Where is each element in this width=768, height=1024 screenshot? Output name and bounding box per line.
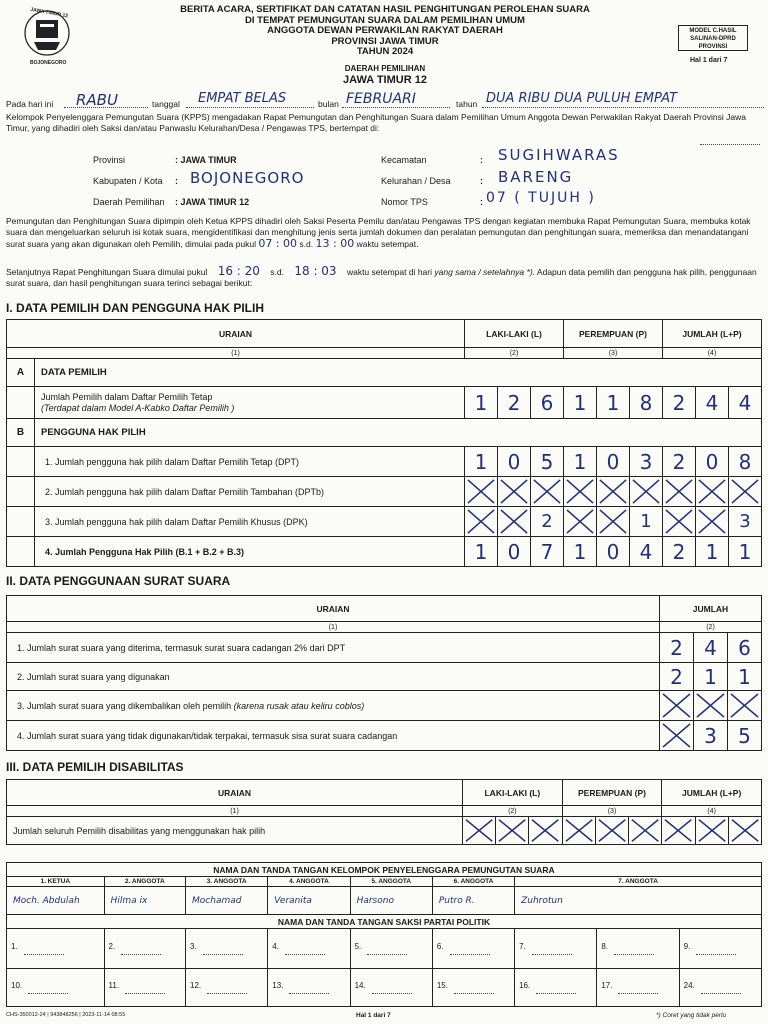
cross-mark-icon <box>597 507 629 536</box>
cross-mark-icon <box>498 507 530 536</box>
digit-cell: 3 <box>729 507 762 537</box>
crossed-cell <box>728 817 761 845</box>
digit-cell: 1 <box>728 663 762 691</box>
cross-mark-icon <box>696 507 728 536</box>
crossed-cell <box>562 817 595 845</box>
saksi-cell <box>350 929 432 969</box>
signature-name: Veranita <box>268 887 350 915</box>
digit-cell: 4 <box>696 387 729 419</box>
s1-h-perempuan: PEREMPUAN (P) <box>564 320 663 348</box>
counting-sd: s.d. <box>270 267 284 277</box>
digit-cell: 6 <box>728 633 762 663</box>
logo-text-bottom: BOJONEGORO <box>30 60 67 66</box>
saksi-cell <box>432 929 514 969</box>
digit-cell: 0 <box>498 447 531 477</box>
digit-cell: 7 <box>531 537 564 567</box>
s3-h-uraian: URAIAN <box>7 780 463 806</box>
counting-start: 16 : 20 <box>217 264 260 278</box>
saksi-number: 5. <box>354 942 362 951</box>
s1-b-code: B <box>7 419 35 447</box>
digit-cell: 0 <box>498 537 531 567</box>
saksi-dotline <box>454 993 494 994</box>
signature-table <box>6 862 762 1007</box>
crossed-cell <box>498 477 531 507</box>
title-line: DI TEMPAT PEMUNGUTAN SUARA DALAM PEMILIHAN UMUM <box>245 14 525 26</box>
title-line: BERITA ACARA, SERTIFIKAT DAN CATATAN HASIL PENGHITUNGAN PEROLEHAN SUARA <box>180 4 590 15</box>
digit-cell: 1 <box>564 537 597 567</box>
saksi-cell <box>350 969 432 1007</box>
crossed-cell <box>595 817 628 845</box>
title-line: ANGGOTA DEWAN PERWAKILAN RAKYAT DAERAH <box>267 25 503 36</box>
counting-italic: yang sama / setelahnya *). <box>434 267 536 277</box>
s1-b-title: PENGGUNA HAK PILIH <box>35 419 762 447</box>
table-row <box>7 817 762 845</box>
cross-mark-icon <box>660 691 693 720</box>
digit-cell: 1 <box>729 537 762 567</box>
section2-table <box>6 595 762 751</box>
table-row <box>7 507 762 537</box>
procedure-tail: waktu setempat. <box>356 239 419 249</box>
digit-cell: 3 <box>694 721 728 751</box>
crossed-cell <box>531 477 564 507</box>
digit-cell: 2 <box>660 633 694 663</box>
model-box <box>678 25 748 51</box>
cross-mark-icon <box>729 817 761 844</box>
saksi-number: 6. <box>436 942 444 951</box>
digit-cell: 1 <box>564 447 597 477</box>
crossed-cell <box>663 477 696 507</box>
signature-name: Mochamad <box>186 887 268 915</box>
signature-role: 1. KETUA <box>7 877 105 887</box>
crossed-cell <box>694 691 728 721</box>
section3-table <box>6 779 762 845</box>
cross-mark-icon <box>564 507 596 536</box>
crossed-cell <box>729 477 762 507</box>
saksi-dotline <box>207 993 247 994</box>
saksi-number: 12. <box>190 981 202 990</box>
s2-row-label <box>7 721 660 751</box>
cross-mark-icon <box>465 507 497 536</box>
digit-cell: 1 <box>696 537 729 567</box>
tanggal-underline <box>186 107 314 108</box>
procedure-end: 13 : 00 <box>315 237 355 250</box>
s1-n3: (3) <box>564 348 663 359</box>
kelurahan-label: Kelurahan / Desa <box>381 176 451 186</box>
s2-row-label <box>7 691 660 721</box>
tps-value: 07 ( TUJUH ) <box>486 190 596 206</box>
counting-text-a: Selanjutnya Rapat Penghitungan Suara dimulai pukul <box>6 267 208 277</box>
dapil-info-label: Daerah Pemilihan <box>93 197 165 207</box>
logo-text-top: JAWA TIMUR 12 <box>29 6 69 20</box>
a-row-italic: (Terdapat dalam Model A-Kabko Daftar Pemilih ) <box>41 402 235 413</box>
saksi-row <box>7 969 762 1007</box>
crossed-cell <box>660 691 694 721</box>
procedure-text: Pemungutan dan Penghitungan Suara dipimpin oleh Ketua KPPS dihadiri oleh Saksi Peserta Pemilu dan/atau Pengawas TPS dengan kegiatan membuka Rapat Pemungutan Suara, membuka kotak suara dan mengeluarkan seluruh isi kotak suara, mengidentifikasi dan menghitung jenis serta jumlah dokumen dan peralatan pemungutan dan penghitungan suara, memeriksa dan menandatangani surat suara yang akan digunakan oleh Pemilih, dimulai pada pukul <box>6 216 751 249</box>
saksi-cell <box>104 929 185 969</box>
title-line: PROVINSI JAWA TIMUR <box>331 35 439 47</box>
saksi-dotline <box>701 993 741 994</box>
saksi-row <box>7 929 762 969</box>
digit-cell: 1 <box>465 387 498 419</box>
crossed-cell <box>629 817 662 845</box>
s3-h-perempuan: PEREMPUAN (P) <box>562 780 662 806</box>
s1-blank <box>7 477 35 507</box>
section1-title: I. DATA PEMILIH DAN PENGGUNA HAK PILIH <box>6 301 264 315</box>
table-row <box>7 447 762 477</box>
digit-cell: 0 <box>597 447 630 477</box>
crossed-cell <box>696 507 729 537</box>
crossed-cell <box>463 817 496 845</box>
crossed-cell <box>465 507 498 537</box>
bulan-label: bulan <box>318 99 339 109</box>
saksi-number: 7. <box>519 942 526 951</box>
digit-cell: 2 <box>498 387 531 419</box>
signature-name: Zuhrotun <box>515 887 762 915</box>
signature-role: 3. ANGGOTA <box>186 877 268 887</box>
tanggal-label: tanggal <box>152 99 180 109</box>
provinsi-value: : JAWA TIMUR <box>175 155 237 165</box>
kecamatan-value: SUGIHWARAS <box>498 146 620 164</box>
cross-mark-icon <box>498 477 530 506</box>
saksi-dotline <box>289 993 329 994</box>
s1-b4-label: 4. Jumlah Pengguna Hak Pilih (B.1 + B.2 + B.3) <box>35 537 465 567</box>
saksi-cell <box>7 929 105 969</box>
cross-mark-icon <box>463 817 495 844</box>
signature-name: Putro R. <box>432 887 514 915</box>
s1-n2: (2) <box>465 348 564 359</box>
saksi-cell <box>186 969 268 1007</box>
s1-blank <box>7 387 35 419</box>
s3-n4: (4) <box>662 806 762 817</box>
saksi-cell <box>597 929 679 969</box>
digit-cell: 5 <box>531 447 564 477</box>
crossed-cell <box>662 817 695 845</box>
s3-h-jumlah: JUMLAH (L+P) <box>662 780 762 806</box>
crossed-cell <box>630 477 663 507</box>
digit-cell: 8 <box>729 447 762 477</box>
cross-mark-icon <box>630 477 662 506</box>
model-line: PROVINSI <box>698 44 728 50</box>
digit-cell: 4 <box>630 537 663 567</box>
kecamatan-label: Kecamatan <box>381 155 427 165</box>
saksi-number: 9. <box>683 942 691 951</box>
saksi-number: 11. <box>108 981 120 990</box>
kabupaten-value: BOJONEGORO <box>190 169 305 187</box>
pada-hari-label: Pada hari ini <box>6 99 54 109</box>
s1-h-uraian: URAIAN <box>7 320 465 348</box>
signature-name: Harsono <box>350 887 432 915</box>
crossed-cell <box>597 507 630 537</box>
crossed-cell <box>564 477 597 507</box>
s2-label: 1. Jumlah surat suara yang diterima, termasuk surat suara cadangan 2% dari DPT <box>17 642 346 653</box>
title-line: TAHUN 2024 <box>356 46 414 57</box>
kelurahan-value: BARENG <box>498 168 574 186</box>
digit-cell: 6 <box>531 387 564 419</box>
s2-label: 3. Jumlah surat suara yang dikembalikan oleh pemilih <box>17 700 232 711</box>
saksi-cell <box>515 969 597 1007</box>
cross-mark-icon <box>465 477 497 506</box>
crossed-cell <box>695 817 728 845</box>
cross-mark-icon <box>531 477 563 506</box>
saksi-dotline <box>696 954 736 955</box>
s2-label-italic: (karena rusak atau keliru coblos) <box>233 700 365 711</box>
counting-end: 18 : 03 <box>294 264 337 278</box>
saksi-number: 15. <box>436 981 448 990</box>
s2-row-label <box>7 663 660 691</box>
a-row-text: Jumlah Pemilih dalam Daftar Pemilih Tetap <box>41 391 213 402</box>
cross-mark-icon <box>729 477 761 506</box>
saksi-cell <box>432 969 514 1007</box>
tps-label: Nomor TPS <box>381 197 428 207</box>
table-row <box>7 691 762 721</box>
digit-cell: 5 <box>728 721 762 751</box>
crossed-cell <box>529 817 562 845</box>
kecamatan-colon: : <box>480 155 483 165</box>
cross-mark-icon <box>696 477 728 506</box>
s2-h-jumlah: JUMLAH <box>660 596 762 622</box>
s1-a-row-label <box>35 387 465 419</box>
saksi-number: 24. <box>683 981 695 990</box>
signature-role: 5. ANGGOTA <box>350 877 432 887</box>
signature-role: 7. ANGGOTA <box>515 877 762 887</box>
signature-name: Moch. Abdulah <box>7 887 105 915</box>
saksi-number: 8. <box>601 942 609 951</box>
model-line: MODEL C.HASIL <box>689 28 737 34</box>
cross-mark-icon <box>728 691 761 720</box>
saksi-number: 4. <box>272 942 279 951</box>
cross-mark-icon <box>629 817 661 844</box>
digit-cell: 1 <box>630 507 663 537</box>
digit-cell: 1 <box>694 663 728 691</box>
s1-blank <box>7 537 35 567</box>
table-row <box>7 721 762 751</box>
s1-h-laki: LAKI-LAKI (L) <box>465 320 564 348</box>
digit-cell: 2 <box>663 447 696 477</box>
digit-cell: 1 <box>564 387 597 419</box>
procedure-start: 07 : 00 <box>258 237 298 250</box>
tahun-label: tahun <box>456 99 478 109</box>
digit-cell: 8 <box>630 387 663 419</box>
page-indicator: Hal 1 dari 7 <box>690 57 728 64</box>
saksi-cell <box>679 929 761 969</box>
digit-cell: 2 <box>660 663 694 691</box>
crossed-cell <box>696 477 729 507</box>
s2-row-label <box>7 633 660 663</box>
cross-mark-icon <box>563 817 595 844</box>
saksi-number: 3. <box>190 942 197 951</box>
cross-mark-icon <box>696 817 728 844</box>
saksi-cell <box>104 969 185 1007</box>
digit-cell: 1 <box>465 537 498 567</box>
footer-note: *) Coret yang tidak perlu <box>656 1012 727 1019</box>
digit-cell: 2 <box>531 507 564 537</box>
saksi-number: 16. <box>519 981 531 990</box>
saksi-number: 1. <box>11 942 18 951</box>
cross-mark-icon <box>564 477 596 506</box>
footer-code: CHS-350012-24 | 943848256 | 2023-11-14 08:55 <box>6 1012 126 1018</box>
crossed-cell <box>564 507 597 537</box>
s3-n1: (1) <box>7 806 463 817</box>
bulan-value: FEBRUARI <box>346 91 416 107</box>
table-row <box>7 537 762 567</box>
signature-names-row <box>7 887 762 915</box>
saksi-cell <box>186 929 268 969</box>
intro-line <box>6 93 764 109</box>
bulan-underline <box>342 107 450 108</box>
dapil-value: JAWA TIMUR 12 <box>343 74 427 86</box>
section1-table <box>6 319 762 567</box>
digit-cell: 1 <box>597 387 630 419</box>
saksi-number: 13. <box>272 981 284 990</box>
saksi-dotline <box>203 954 243 955</box>
saksi-dotline <box>532 954 572 955</box>
kpps-title: NAMA DAN TANDA TANGAN KELOMPOK PENYELENGGARA PEMUNGUTAN SUARA <box>7 863 762 877</box>
cross-mark-icon <box>660 721 693 750</box>
s1-b1-label: 1. Jumlah pengguna hak pilih dalam Daftar Pemilih Tetap (DPT) <box>35 447 465 477</box>
tahun-value: DUA RIBU DUA PULUH EMPAT <box>486 91 678 106</box>
crossed-cell <box>663 507 696 537</box>
saksi-dotline <box>536 993 576 994</box>
s2-n2: (2) <box>660 622 762 633</box>
section3-title: III. DATA PEMILIH DISABILITAS <box>6 760 184 774</box>
kabupaten-label: Kabupaten / Kota <box>93 176 163 186</box>
s1-h-jumlah: JUMLAH (L+P) <box>663 320 762 348</box>
hari-value: RABU <box>76 91 118 109</box>
table-row <box>7 633 762 663</box>
table-row <box>7 663 762 691</box>
cross-mark-icon <box>596 817 628 844</box>
saksi-dotline <box>121 954 161 955</box>
digit-cell: 0 <box>696 447 729 477</box>
saksi-title: NAMA DAN TANDA TANGAN SAKSI PARTAI POLITIK <box>7 915 762 929</box>
section2-title: II. DATA PENGGUNAAN SURAT SUARA <box>6 574 231 588</box>
signature-role: 4. ANGGOTA <box>268 877 350 887</box>
location-dotline <box>700 144 760 145</box>
s3-n3: (3) <box>562 806 662 817</box>
kelurahan-colon: : <box>480 176 483 186</box>
crossed-cell <box>496 817 529 845</box>
cross-mark-icon <box>662 817 694 844</box>
s1-b2-label: 2. Jumlah pengguna hak pilih dalam Daftar Pemilih Tambahan (DPTb) <box>35 477 465 507</box>
crossed-cell <box>728 691 762 721</box>
cross-mark-icon <box>663 477 695 506</box>
cross-mark-icon <box>496 817 528 844</box>
s2-h-uraian: URAIAN <box>7 596 660 622</box>
saksi-cell <box>515 929 597 969</box>
s3-h-laki: LAKI-LAKI (L) <box>463 780 563 806</box>
crossed-cell <box>498 507 531 537</box>
document-title <box>160 5 610 58</box>
tanggal-value: EMPAT BELAS <box>198 91 287 106</box>
counting-text-c: Adapun data pemilih dan pengguna hak pilih, penggunaan surat suara, dan hasil penghitungan suara terinci sebagai berikut: <box>6 267 757 288</box>
counting-text-b: waktu setempat di hari <box>346 267 432 277</box>
signature-role: 2. ANGGOTA <box>104 877 185 887</box>
s1-b3-label: 3. Jumlah pengguna hak pilih dalam Daftar Pemilih Khusus (DPK) <box>35 507 465 537</box>
s1-n4: (4) <box>663 348 762 359</box>
cross-mark-icon <box>529 817 561 844</box>
footer-page: Hal 1 dari 7 <box>356 1012 391 1019</box>
saksi-cell <box>268 929 350 969</box>
saksi-dotline <box>285 954 325 955</box>
s3-row-label: Jumlah seluruh Pemilih disabilitas yang menggunakan hak pilih <box>7 817 463 845</box>
saksi-number: 2. <box>108 942 116 951</box>
procedure-paragraph <box>6 216 764 250</box>
digit-cell: 4 <box>729 387 762 419</box>
saksi-cell <box>268 969 350 1007</box>
kabupaten-colon: : <box>175 176 178 186</box>
saksi-cell <box>597 969 679 1007</box>
s1-n1: (1) <box>7 348 465 359</box>
tps-colon: : <box>480 197 483 207</box>
cross-mark-icon <box>663 507 695 536</box>
dapil-label: DAERAH PEMILIHAN <box>344 64 426 73</box>
s3-n2: (2) <box>463 806 563 817</box>
s2-label: 2. Jumlah surat suara yang digunakan <box>17 671 170 682</box>
saksi-dotline <box>450 954 490 955</box>
crossed-cell <box>597 477 630 507</box>
saksi-cell <box>679 969 761 1007</box>
model-line: SALINAN-DPRD <box>690 36 736 42</box>
saksi-dotline <box>372 993 412 994</box>
signature-roles-row <box>7 877 762 887</box>
saksi-dotline <box>28 993 68 994</box>
digit-cell: 3 <box>630 447 663 477</box>
saksi-number: 10. <box>11 981 23 990</box>
table-row <box>7 387 762 419</box>
cross-mark-icon <box>597 477 629 506</box>
crossed-cell <box>465 477 498 507</box>
saksi-dotline <box>614 954 654 955</box>
digit-cell: 0 <box>597 537 630 567</box>
saksi-cell <box>7 969 105 1007</box>
saksi-number: 17. <box>601 981 613 990</box>
cross-mark-icon <box>694 691 727 720</box>
s2-label: 4. Jumlah surat suara yang tidak digunakan/tidak terpakai, termasuk sisa surat suara cadangan <box>17 730 398 741</box>
s1-blank <box>7 447 35 477</box>
table-row <box>7 477 762 507</box>
signature-name: Hilma ix <box>104 887 185 915</box>
s1-a-code: A <box>7 359 35 387</box>
s2-n1: (1) <box>7 622 660 633</box>
crossed-cell <box>660 721 694 751</box>
counting-paragraph <box>6 266 764 289</box>
intro-text: Kelompok Penyelenggara Pemungutan Suara (KPPS) mengadakan Rapat Pemungutan dan Penghitungan Suara dalam Pemilihan Umum Anggota Dewan Perwakilan Rakyat Daerah Provinsi Jawa Timur, yang dihadiri oleh Saksi dan/atau Panwaslu Kelurahan/Desa / Pengawas TPS, bertempat di: <box>6 112 746 133</box>
digit-cell: 1 <box>465 447 498 477</box>
dapil-info-value: : JAWA TIMUR 12 <box>175 197 250 207</box>
digit-cell: 4 <box>694 633 728 663</box>
digit-cell: 2 <box>663 387 696 419</box>
s1-a-title: DATA PEMILIH <box>35 359 762 387</box>
saksi-number: 14. <box>354 981 366 990</box>
saksi-dotline <box>367 954 407 955</box>
provinsi-label: Provinsi <box>93 155 126 165</box>
s1-blank <box>7 507 35 537</box>
saksi-dotline <box>618 993 658 994</box>
saksi-dotline <box>125 993 165 994</box>
procedure-sd: s.d. <box>299 239 314 249</box>
tahun-underline <box>482 107 764 108</box>
signature-role: 6. ANGGOTA <box>432 877 514 887</box>
saksi-dotline <box>24 954 64 955</box>
digit-cell: 2 <box>663 537 696 567</box>
